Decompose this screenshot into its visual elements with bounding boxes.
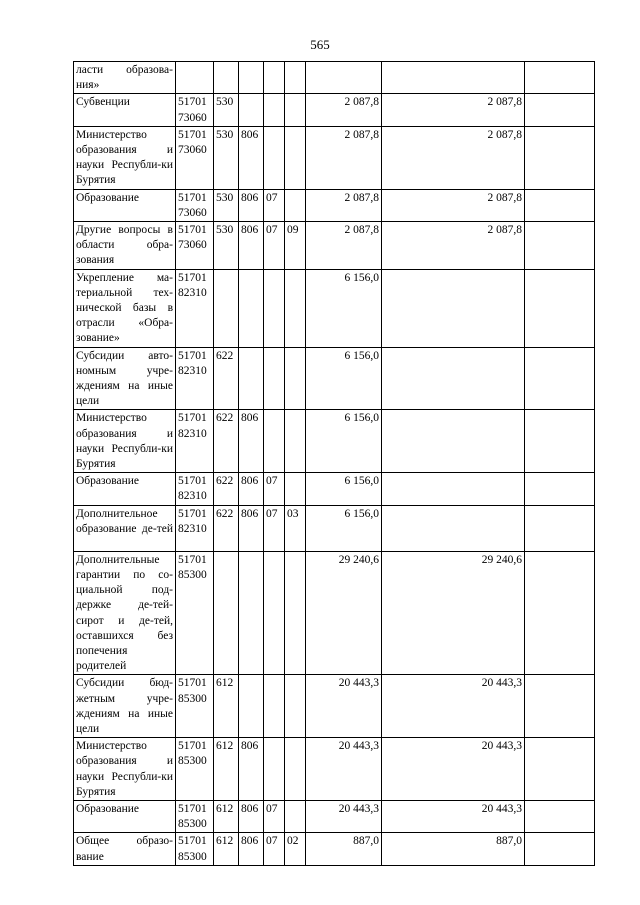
table-row	[74, 62, 595, 94]
row-name: Другие вопросы в области обра-зования	[74, 222, 176, 270]
row-sum-subvention: 29 240,6	[382, 551, 525, 675]
row-sum-other	[525, 222, 595, 270]
table-row	[74, 269, 595, 347]
row-sum-other	[525, 551, 595, 675]
row-sum-total: 887,0	[306, 833, 382, 865]
row-sum-subvention	[382, 269, 525, 347]
table-row	[74, 675, 595, 738]
row-name: Образование	[74, 473, 176, 505]
row-sum-other	[525, 800, 595, 832]
row-section	[264, 347, 285, 410]
row-sum-other	[525, 410, 595, 473]
table-row	[74, 473, 595, 505]
row-target-article: 51701 85300	[176, 551, 214, 675]
table-row	[74, 833, 595, 865]
row-name: Субсидии бюд-жетным учре-ждениям на иные цели	[74, 675, 176, 738]
table-row	[74, 505, 595, 551]
page-number: 565	[310, 37, 330, 52]
row-sum-other	[525, 126, 595, 189]
row-subsection	[285, 675, 306, 738]
row-administrator: 806	[239, 222, 264, 270]
row-sum-total: 20 443,3	[306, 738, 382, 801]
row-section	[264, 269, 285, 347]
table-body	[74, 62, 595, 866]
row-target-article: 51701 82310	[176, 505, 214, 551]
row-subsection: 03	[285, 505, 306, 551]
row-expense-type: 530	[214, 126, 239, 189]
row-expense-type	[214, 269, 239, 347]
row-name: Министерство образования и науки Республи-ки Бурятия	[74, 126, 176, 189]
row-sum-subvention: 2 087,8	[382, 189, 525, 221]
row-subsection	[285, 410, 306, 473]
row-expense-type: 612	[214, 800, 239, 832]
row-section	[264, 62, 285, 94]
row-section: 07	[264, 800, 285, 832]
row-subsection	[285, 126, 306, 189]
row-target-article: 51701 85300	[176, 833, 214, 865]
row-sum-subvention	[382, 410, 525, 473]
table-row	[74, 738, 595, 801]
row-subsection	[285, 473, 306, 505]
row-name: Субсидии авто-номным учре-ждениям на иные цели	[74, 347, 176, 410]
row-target-article: 51701 85300	[176, 738, 214, 801]
row-sum-other	[525, 189, 595, 221]
row-section: 07	[264, 505, 285, 551]
row-administrator	[239, 94, 264, 126]
row-section	[264, 126, 285, 189]
row-administrator	[239, 675, 264, 738]
row-sum-total	[306, 62, 382, 94]
row-sum-subvention	[382, 505, 525, 551]
row-name: Министерство образования и науки Республи-ки Бурятия	[74, 410, 176, 473]
row-target-article: 51701 73060	[176, 126, 214, 189]
row-section	[264, 738, 285, 801]
row-administrator: 806	[239, 126, 264, 189]
row-target-article: 51701 73060	[176, 189, 214, 221]
row-sum-total: 29 240,6	[306, 551, 382, 675]
row-administrator: 806	[239, 189, 264, 221]
row-sum-subvention: 20 443,3	[382, 738, 525, 801]
row-sum-total: 2 087,8	[306, 222, 382, 270]
row-target-article: 51701 82310	[176, 347, 214, 410]
table-row	[74, 189, 595, 221]
row-administrator	[239, 347, 264, 410]
row-expense-type: 622	[214, 410, 239, 473]
row-name: Министерство образования и науки Республи-ки Бурятия	[74, 738, 176, 801]
row-target-article: 51701 85300	[176, 800, 214, 832]
row-name: Общее образо-вание	[74, 833, 176, 865]
row-sum-other	[525, 505, 595, 551]
row-expense-type: 622	[214, 505, 239, 551]
row-sum-other	[525, 833, 595, 865]
row-sum-total: 20 443,3	[306, 675, 382, 738]
row-expense-type: 612	[214, 833, 239, 865]
row-subsection: 02	[285, 833, 306, 865]
row-target-article: 51701 85300	[176, 675, 214, 738]
row-sum-subvention: 20 443,3	[382, 675, 525, 738]
row-target-article: 51701 82310	[176, 410, 214, 473]
row-expense-type: 622	[214, 473, 239, 505]
row-subsection	[285, 62, 306, 94]
row-subsection	[285, 189, 306, 221]
row-name: Укрепление ма-териальной тех-нической базы в отрасли «Обра-зование»	[74, 269, 176, 347]
table-row	[74, 126, 595, 189]
row-expense-type: 612	[214, 675, 239, 738]
row-subsection	[285, 738, 306, 801]
row-section: 07	[264, 473, 285, 505]
row-sum-total: 2 087,8	[306, 189, 382, 221]
row-name: Субвенции	[74, 94, 176, 126]
row-sum-total: 6 156,0	[306, 473, 382, 505]
row-administrator	[239, 269, 264, 347]
row-name: Образование	[74, 189, 176, 221]
row-sum-subvention	[382, 347, 525, 410]
row-administrator: 806	[239, 800, 264, 832]
row-name: ласти образова-ния»	[74, 62, 176, 94]
row-expense-type: 530	[214, 94, 239, 126]
table-row	[74, 347, 595, 410]
row-section	[264, 410, 285, 473]
row-sum-subvention	[382, 62, 525, 94]
row-name: Образование	[74, 800, 176, 832]
row-sum-total: 6 156,0	[306, 347, 382, 410]
budget-table	[73, 61, 595, 866]
row-sum-total: 2 087,8	[306, 126, 382, 189]
row-target-article: 51701 73060	[176, 222, 214, 270]
row-subsection: 09	[285, 222, 306, 270]
row-target-article: 51701 73060	[176, 94, 214, 126]
table-row	[74, 410, 595, 473]
table-row	[74, 222, 595, 270]
row-target-article	[176, 62, 214, 94]
row-subsection	[285, 269, 306, 347]
row-administrator: 806	[239, 738, 264, 801]
row-sum-subvention: 2 087,8	[382, 126, 525, 189]
row-section	[264, 551, 285, 675]
row-sum-other	[525, 738, 595, 801]
row-sum-subvention: 887,0	[382, 833, 525, 865]
row-administrator	[239, 62, 264, 94]
row-section	[264, 675, 285, 738]
row-sum-other	[525, 675, 595, 738]
table-row	[74, 551, 595, 675]
row-administrator	[239, 551, 264, 675]
row-sum-other	[525, 94, 595, 126]
row-expense-type	[214, 62, 239, 94]
row-sum-other	[525, 62, 595, 94]
row-expense-type: 622	[214, 347, 239, 410]
row-sum-total: 20 443,3	[306, 800, 382, 832]
row-sum-total: 2 087,8	[306, 94, 382, 126]
row-section: 07	[264, 189, 285, 221]
row-subsection	[285, 551, 306, 675]
table-row	[74, 800, 595, 832]
table-row	[74, 94, 595, 126]
row-sum-subvention	[382, 473, 525, 505]
row-sum-subvention: 2 087,8	[382, 94, 525, 126]
row-target-article: 51701 82310	[176, 473, 214, 505]
row-sum-total: 6 156,0	[306, 505, 382, 551]
row-subsection	[285, 94, 306, 126]
row-name: Дополнительные гарантии по со-циальной под-держке де-тей-сирот и де-тей, оставшихся без попечения родителей	[74, 551, 176, 675]
row-sum-other	[525, 473, 595, 505]
row-expense-type: 612	[214, 738, 239, 801]
row-expense-type	[214, 551, 239, 675]
row-sum-other	[525, 347, 595, 410]
row-section: 07	[264, 222, 285, 270]
row-sum-total: 6 156,0	[306, 269, 382, 347]
row-sum-subvention: 20 443,3	[382, 800, 525, 832]
row-sum-other	[525, 269, 595, 347]
row-sum-subvention: 2 087,8	[382, 222, 525, 270]
row-target-article: 51701 82310	[176, 269, 214, 347]
row-subsection	[285, 800, 306, 832]
row-administrator: 806	[239, 473, 264, 505]
row-administrator: 806	[239, 410, 264, 473]
row-section	[264, 94, 285, 126]
row-administrator: 806	[239, 505, 264, 551]
row-subsection	[285, 347, 306, 410]
row-expense-type: 530	[214, 222, 239, 270]
row-administrator: 806	[239, 833, 264, 865]
row-section: 07	[264, 833, 285, 865]
row-expense-type: 530	[214, 189, 239, 221]
row-name: Дополнительное образование де-тей	[74, 505, 176, 551]
row-sum-total: 6 156,0	[306, 410, 382, 473]
